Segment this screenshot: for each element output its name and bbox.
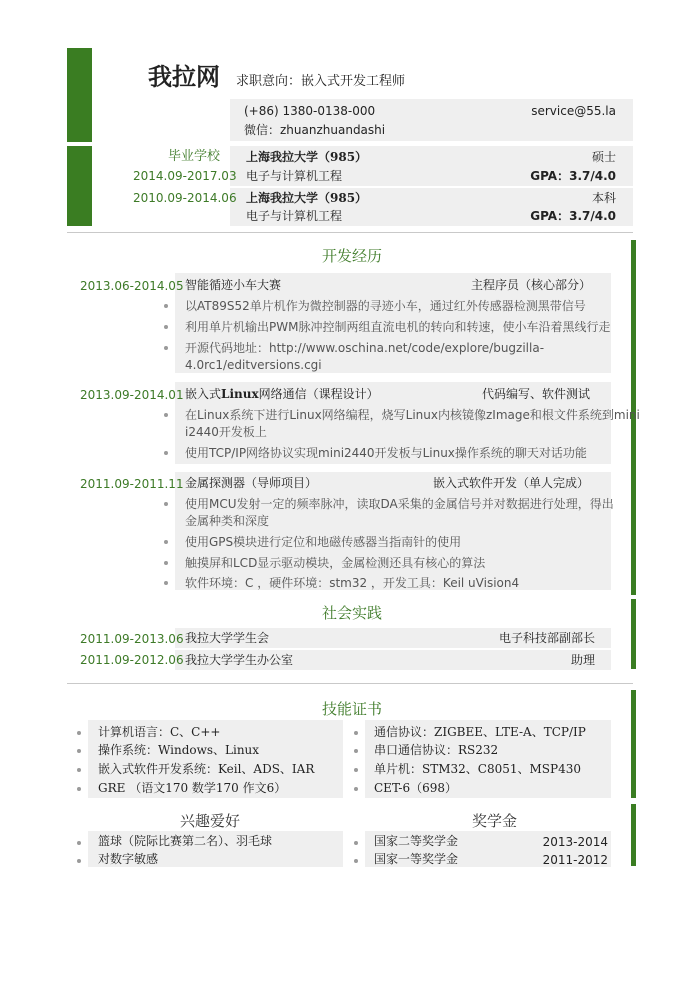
bullet-dot (164, 451, 168, 455)
project-3-bullet-1-cont: 金属种类和深度 (185, 514, 270, 528)
project-3-bullet-2: 使用GPS模块进行定位和地磁传感器当指南针的使用 (185, 535, 462, 549)
social-org-2: 我拉大学学生办公室 (185, 653, 294, 667)
bullet-dot (164, 540, 168, 544)
education-gpa-1: GPA：3.7/4.0 (530, 169, 616, 183)
bullet-dot (77, 787, 81, 791)
project-name-2-linux: Linux (221, 387, 259, 401)
project-date-3: 2011.09-2011.11 (80, 477, 184, 491)
education-major-2: 电子与计算机工程 (246, 209, 343, 223)
project-name-3: 金属探测器（导师项目） (185, 476, 318, 490)
award-name-2: 国家一等奖学金 (374, 852, 459, 866)
education-degree-2: 本科 (591, 191, 616, 205)
bullet-dot (354, 731, 358, 735)
bullet-dot (354, 749, 358, 753)
skill-right-1: 通信协议：ZIGBEE、LTE-A、TCP/IP (374, 725, 586, 739)
awards-accent-bar (631, 804, 636, 866)
header-accent-bar (67, 48, 92, 142)
social-role-1: 电子科技部副部长 (498, 631, 595, 645)
education-gpa-2: GPA：3.7/4.0 (530, 209, 616, 223)
bullet-dot (164, 413, 168, 417)
skill-left-3: 嵌入式软件开发系统：Keil、ADS、IAR (98, 762, 315, 776)
skills-section-title: 技能证书 (322, 700, 383, 718)
bullet-dot (164, 304, 168, 308)
project-2-bullet-1-cont: i2440开发板上 (185, 425, 267, 439)
education-major-1: 电子与计算机工程 (246, 169, 343, 183)
job-intent: 求职意向：嵌入式开发工程师 (236, 74, 406, 89)
bullet-dot (164, 581, 168, 585)
bullet-dot (164, 561, 168, 565)
social-date-2: 2011.09-2012.06 (80, 653, 184, 667)
award-year-2: 2011-2012 (542, 853, 608, 867)
divider-skills (67, 683, 633, 684)
skill-right-3: 单片机：STM32、C8051、MSP430 (374, 762, 581, 776)
bullet-dot (164, 502, 168, 506)
project-3-bullet-1: 使用MCU发射一定的频率脉冲，读取DA采集的金属信号并对数据进行处理，得出 (185, 497, 614, 511)
social-date-1: 2011.09-2013.06 (80, 632, 184, 646)
award-year-1: 2013-2014 (542, 835, 608, 849)
bullet-dot (354, 768, 358, 772)
bullet-dot (77, 841, 81, 845)
bullet-dot (354, 859, 358, 863)
skill-left-2: 操作系统：Windows、Linux (98, 743, 260, 757)
education-label: 毕业学校 (168, 149, 221, 164)
bullet-dot (77, 749, 81, 753)
project-1-bullet-3: 开源代码地址：http://www.oschina.net/code/explore/bugzilla- (185, 341, 545, 355)
skill-right-4: CET-6（698） (374, 781, 457, 795)
project-date-1: 2013.06-2014.05 (80, 279, 184, 293)
project-role-2: 代码编写、软件测试 (482, 387, 591, 401)
project-3-bullet-4: 软件环境：C ，硬件环境：stm32 ，开发工具：Keil uVision4 (185, 576, 520, 590)
social-role-2: 助理 (570, 653, 595, 667)
bullet-dot (354, 841, 358, 845)
education-degree-1: 硕士 (591, 150, 616, 164)
project-name-2 (185, 386, 379, 402)
awards-section-title: 奖学金 (472, 812, 518, 830)
hobbies-section-title: 兴趣爱好 (180, 812, 241, 830)
education-school-2: 上海我拉大学（985） (246, 191, 368, 205)
hobby-2: 对数字敏感 (98, 852, 159, 866)
project-name-1: 智能循迹小车大赛 (185, 278, 282, 292)
project-1-bullet-2: 利用单片机输出PWM脉冲控制两组直流电机的转向和转速，使小车沿着黑线行走 (185, 320, 611, 334)
project-role-3: 嵌入式软件开发（单人完成） (433, 476, 590, 490)
education-accent-bar (67, 146, 92, 226)
social-org-1: 我拉大学学生会 (185, 631, 270, 645)
email-address: service@55.la (531, 104, 616, 118)
bullet-dot (77, 859, 81, 863)
project-1-bullet-3-cont: 4.0rc1/editversions.cgi (185, 358, 322, 372)
education-date-2: 2010.09-2014.06 (133, 191, 237, 205)
social-accent-bar (631, 599, 636, 669)
skills-accent-bar (631, 690, 636, 798)
phone-number: (+86) 1380-0138-000 (244, 104, 376, 118)
project-3-bullet-3: 触摸屏和LCD显示驱动模块，金属检测还具有核心的算法 (185, 556, 486, 570)
bullet-dot (354, 787, 358, 791)
bullet-dot (77, 731, 81, 735)
project-date-2: 2013.09-2014.01 (80, 388, 184, 402)
skill-left-1: 计算机语言：C、C++ (98, 725, 221, 739)
project-name-2-suffix: 网络通信（课程设计） (258, 387, 379, 401)
skill-left-4: GRE （语文170 数学170 作文6） (98, 781, 287, 795)
hobby-1: 篮球（院际比赛第二名）、羽毛球 (98, 834, 273, 848)
bullet-dot (164, 325, 168, 329)
award-name-1: 国家二等奖学金 (374, 834, 459, 848)
project-name-2-prefix: 嵌入式 (185, 387, 222, 401)
bullet-dot (77, 768, 81, 772)
project-2-bullet-1: 在Linux系统下进行Linux网络编程，烧写Linux内核镜像zImage和根文件系统到mini (185, 408, 640, 422)
social-section-title: 社会实践 (322, 604, 383, 622)
education-date-1: 2014.09-2017.03 (133, 169, 237, 183)
project-role-1: 主程序员（核心部分） (471, 278, 592, 292)
skill-right-2: 串口通信协议：RS232 (374, 743, 499, 757)
wechat-id: 微信：zhuanzhuandashi (244, 123, 386, 137)
project-1-bullet-1: 以AT89S52单片机作为微控制器的寻迹小车，通过红外传感器检测黑带信号 (185, 299, 586, 313)
education-school-1: 上海我拉大学（985） (246, 150, 368, 164)
bullet-dot (164, 346, 168, 350)
dev-section-title: 开发经历 (322, 247, 383, 265)
divider-dev (67, 232, 633, 233)
candidate-name: 我拉网 (148, 62, 220, 91)
project-2-bullet-2: 使用TCP/IP网络协议实现mini2440开发板与Linux操作系统的聊天对话功能 (185, 446, 587, 460)
